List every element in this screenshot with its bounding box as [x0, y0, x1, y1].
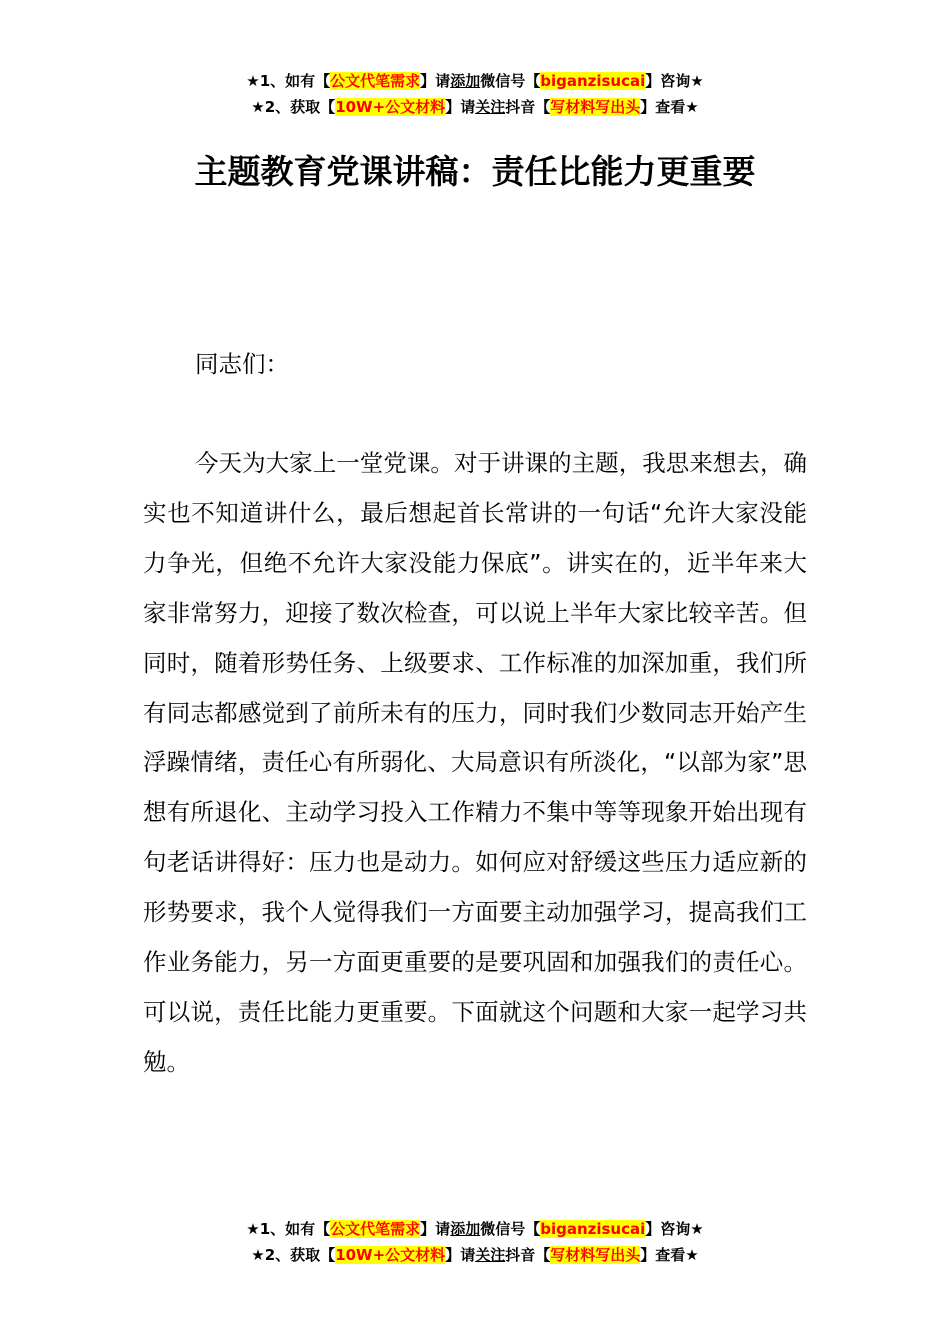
promo-underline-follow: 关注 — [475, 98, 506, 116]
greeting: 同志们： — [195, 350, 289, 378]
promo-text: ★1、如有【 — [246, 72, 331, 90]
promo-underline-follow: 关注 — [475, 1246, 506, 1264]
promo-text: 微信号【 — [480, 72, 541, 90]
promo-text: ★2、获取【 — [251, 98, 336, 116]
promo-highlight-douyin-id: 写材料写出头 — [550, 98, 641, 116]
promo-line-1 — [0, 1216, 950, 1242]
promo-line-1 — [0, 68, 950, 94]
promo-text: 】咨询★ — [645, 72, 704, 90]
promo-highlight-douyin-id: 写材料写出头 — [550, 1246, 641, 1264]
body-paragraph: 今天为大家上一堂党课。对于讲课的主题，我思来想去，确实也不知道讲什么，最后想起首长常讲的一句话“允许大家没能力争光，但绝不允许大家没能力保底”。讲实在的，近半年来大家非常努力，迎接了数次检查，可以说上半年大家比较辛苦。但同时，随着形势任务、上级要求、工作标准的加深加重，我们所有同志都感觉到了前所未有的压力，同时我们少数同志开始产生浮躁情绪，责任心有所弱化、大局意识有所淡化，“以部为家”思想有所退化、主动学习投入工作精力不集中等等现象开始出现有句老话讲得好：压力也是动力。如何应对舒缓这些压力适应新的形势要求，我个人觉得我们一方面要主动加强学习，提高我们工作业务能力，另一方面更重要的是要巩固和加强我们的责任心。可以说，责任比能力更重要。下面就这个问题和大家一起学习共勉。 — [143, 449, 807, 1076]
document-title: 主题教育党课讲稿：责任比能力更重要 — [194, 152, 756, 191]
promo-line-2 — [0, 1242, 950, 1268]
promo-highlight-materials: 10W+公文材料 — [335, 1246, 446, 1264]
promo-underline-add: 添加 — [450, 1220, 481, 1238]
promo-text: 抖音【 — [505, 98, 551, 116]
promo-text: 】查看★ — [640, 98, 699, 116]
footer-promo-banner — [0, 1216, 950, 1268]
promo-highlight-service: 公文代笔需求 — [330, 72, 421, 90]
promo-text: 】请 — [445, 1246, 476, 1264]
promo-text: 】查看★ — [640, 1246, 699, 1264]
promo-text: 抖音【 — [505, 1246, 551, 1264]
promo-text: 】请 — [420, 72, 451, 90]
promo-highlight-materials: 10W+公文材料 — [335, 98, 446, 116]
promo-line-2 — [0, 94, 950, 120]
promo-text: ★1、如有【 — [246, 1220, 331, 1238]
promo-highlight-wechat-id: biganzisucai — [540, 1220, 646, 1238]
header-promo-banner — [0, 68, 950, 120]
promo-text: 】请 — [445, 98, 476, 116]
promo-text: 】咨询★ — [645, 1220, 704, 1238]
promo-underline-add: 添加 — [450, 72, 481, 90]
promo-highlight-service: 公文代笔需求 — [330, 1220, 421, 1238]
promo-text: 微信号【 — [480, 1220, 541, 1238]
promo-text: 】请 — [420, 1220, 451, 1238]
promo-text: ★2、获取【 — [251, 1246, 336, 1264]
promo-highlight-wechat-id: biganzisucai — [540, 72, 646, 90]
